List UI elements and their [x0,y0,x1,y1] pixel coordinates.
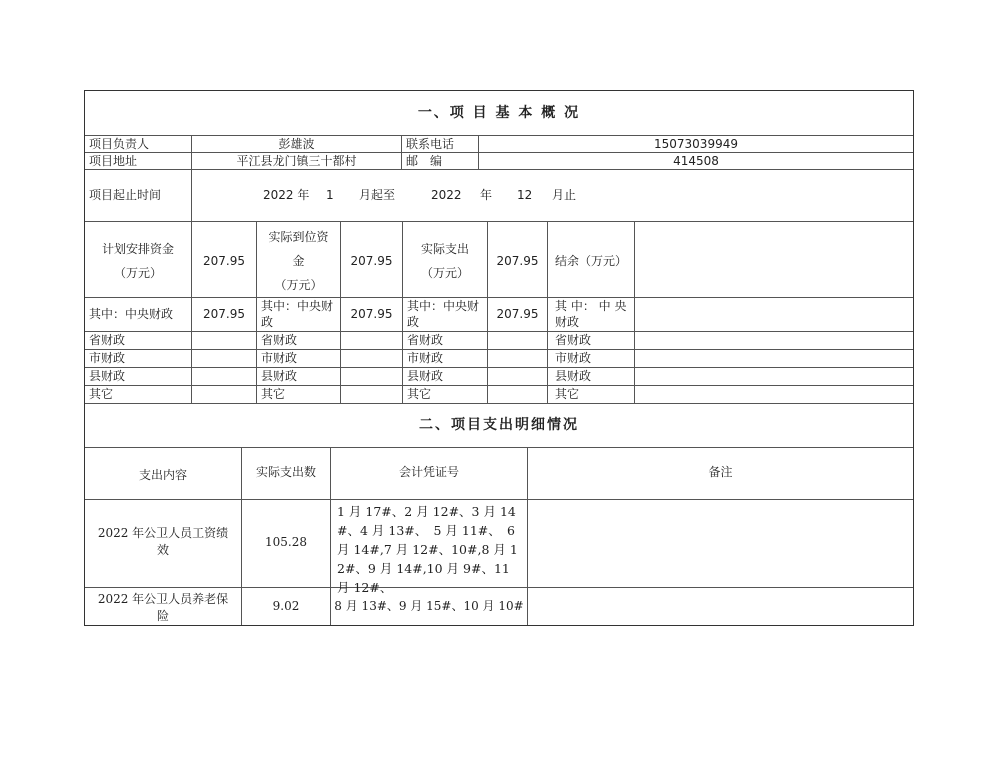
province-balance-label: 省财政 [555,333,592,347]
plan-label-line2: （万元） [113,266,162,280]
city-balance-label: 市财政 [555,351,592,365]
period-end-suffix: 月止 [552,188,577,202]
city-arrived-label: 市财政 [261,351,298,365]
period-end-year: 2022 [431,188,462,202]
project-summary-form [84,90,914,626]
leader-label: 项目负责人 [89,137,150,151]
arrived-label-line1: 实际到位资 [268,230,329,244]
phone-value: 15073039949 [654,137,738,151]
arrived-value: 207.95 [350,254,393,268]
expense-content: 2022 年公卫人员工资绩效 [97,526,229,557]
header-note: 备注 [708,465,733,479]
plan-label-line1: 计划安排资金 [101,242,174,256]
rule [191,169,192,221]
rule [85,367,913,368]
county-balance-label: 县财政 [555,369,592,383]
rule [85,403,913,404]
leader-value: 彭雄波 [278,137,315,151]
period-end-year-char: 年 [480,188,493,202]
central-arrived-value: 207.95 [350,307,393,321]
county-spent-label: 县财政 [407,369,444,383]
period-start-year: 2022 年 [263,188,310,202]
province-arrived-label: 省财政 [261,333,298,347]
section2-title: 二、项目支出明细情况 [419,417,579,433]
other-spent-label: 其它 [407,387,432,401]
central-spent-label: 其中：中央财政 [407,299,480,329]
other-balance-label: 其它 [555,387,580,401]
rule [85,447,913,448]
rule [85,499,913,500]
rule [85,297,913,298]
expense-voucher: 8 月 13#、9 月 15#、10 月 10# [334,599,524,613]
header-content: 支出内容 [138,468,187,482]
rule [547,221,548,403]
header-voucher: 会计凭证号 [398,465,459,479]
rule [85,331,913,332]
postcode-value: 414508 [673,154,719,168]
central-plan-value: 207.95 [203,307,245,321]
province-label: 省财政 [89,333,126,347]
address-value: 平江县龙门镇三十都村 [236,154,357,168]
province-spent-label: 省财政 [407,333,444,347]
spent-value: 207.95 [496,254,539,268]
spent-label-line1: 实际支出 [420,242,469,256]
period-start-suffix: 月起至 [359,188,396,202]
county-label: 县财政 [89,369,126,383]
county-arrived-label: 县财政 [261,369,298,383]
postcode-label: 邮 编 [406,154,443,168]
city-label: 市财政 [89,351,126,365]
central-balance-label: 其 中： 中 央财政 [555,299,627,329]
expense-content: 2022 年公卫人员养老保险 [97,592,229,623]
expense-voucher: 1 月 17#、2 月 12#、3 月 14#、4 月 13#、 5 月 11#、 6 月 14#,7 月 12#、10#,8 月 12#、9 月 14#,10 月 9#、11 月 12#、 [337,504,518,595]
arrived-label-line2: 金 [292,254,305,268]
central-label: 其中：中央财政 [89,307,174,321]
expense-amount: 9.02 [272,599,300,613]
other-arrived-label: 其它 [261,387,286,401]
central-spent-value: 207.95 [496,307,539,321]
other-label: 其它 [89,387,114,401]
expense-amount: 105.28 [265,535,307,549]
city-spent-label: 市财政 [407,351,444,365]
rule [85,385,913,386]
balance-label: 结余（万元） [555,254,628,268]
spent-label-line2: （万元） [420,266,469,280]
central-arrived-label: 其中：中央财政 [261,299,334,329]
rule [634,221,635,403]
period-end-month: 12 [517,188,533,202]
address-label: 项目地址 [89,154,138,168]
period-start-month: 1 [326,188,334,202]
section1-title: 一、项 目 基 本 概 况 [417,105,581,121]
arrived-label-line3: （万元） [274,278,323,292]
rule [85,221,913,222]
rule [85,349,913,350]
header-amount: 实际支出数 [255,465,316,479]
period-label: 项目起止时间 [89,188,162,202]
plan-value: 207.95 [203,254,245,268]
phone-label: 联系电话 [406,137,455,151]
